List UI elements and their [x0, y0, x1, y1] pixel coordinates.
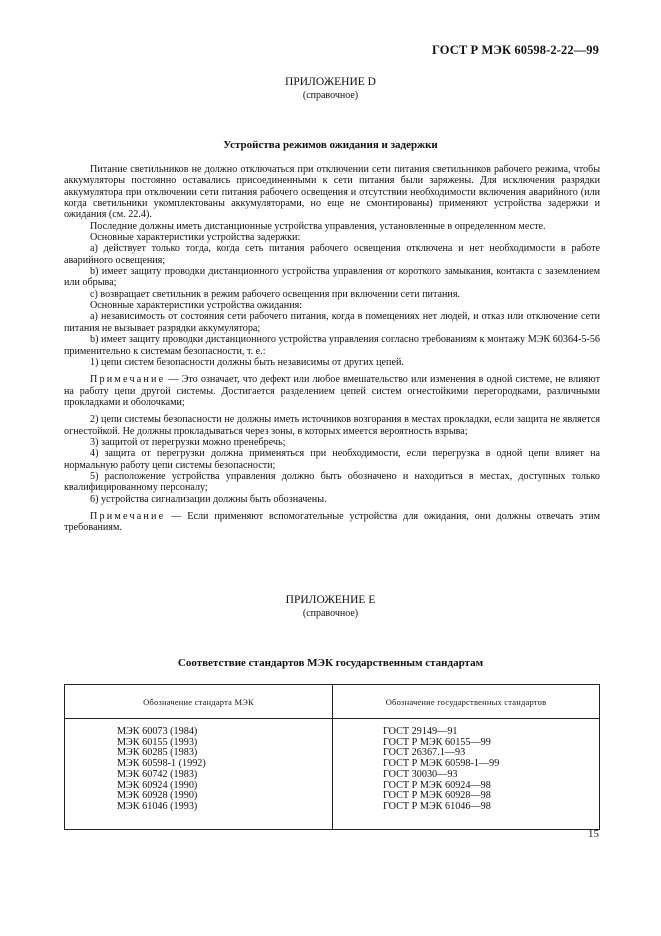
- gost-standard: ГОСТ 29149—91: [383, 726, 458, 737]
- iec-standards-cell: [65, 719, 333, 830]
- list-item: 1) цепи систем безопасности должны быть независимы от других цепей.: [90, 356, 404, 368]
- paragraph: Питание светильников не должно отключаться при отключении сети питания светильников рабочего режима, чтобы аккумуляторы постоянно оставались присоединенными к сети питания были заряжены. Для исключения разрядки аккумулятора при отключении сети питания рабочего освещения и отсутствии необходимости включения аварийного (или когда светильники укомплектованы аккумуляторами, но еще не смонтированы) применяют устройства задержки и ожидания (см. 22.4).: [64, 164, 600, 221]
- appendix-e-section-title: Соответствие стандартов МЭК государственным стандартам: [177, 657, 484, 669]
- appendix-d-title: ПРИЛОЖЕНИЕ D: [285, 76, 376, 88]
- list-item: 5) расположение устройства управления должно быть обозначено и находиться в местах, доступных только квалифицированному персоналу;: [64, 470, 600, 494]
- list-item: а) действует только тогда, когда сеть питания рабочего освещения отключена и нет необходимости в работе аварийного освещения;: [64, 243, 600, 266]
- gost-standard: ГОСТ 26367.1—93: [383, 747, 466, 759]
- iec-standard: МЭК 60155 (1993): [117, 736, 198, 748]
- iec-standard: МЭК 60073 (1984): [117, 726, 198, 737]
- column-header-iec: Обозначение стандарта МЭК: [65, 685, 333, 719]
- column-header-gost: Обозначение государственных стандартов: [333, 685, 600, 719]
- note-2-text: — Если применяют вспомогательные устройства для ожидания, они должны отвечать этим требованиям.: [64, 510, 600, 534]
- gost-standard: ГОСТ Р МЭК 60598-1—99: [383, 758, 500, 770]
- iec-standard: МЭК 60928 (1990): [117, 790, 198, 802]
- list-item: b) имеет защиту проводки дистанционного устройства управления согласно требованиям к монтажу МЭК 60364-5-56 применительно к системам безопасности, т. е.:: [64, 334, 600, 357]
- iec-standard: МЭК 61046 (1993): [117, 800, 198, 812]
- page-number: 15: [588, 828, 599, 840]
- paragraph: Основные характеристики устройства задержки:: [90, 232, 301, 244]
- list-item: c) возвращает светильник в режим рабочего освещения при включении сети питания.: [90, 288, 461, 300]
- table-row: [65, 719, 600, 830]
- gost-standard: ГОСТ Р МЭК 60155—99: [383, 736, 491, 748]
- list-item: а) независимость от состояния сети рабочего питания, когда в помещениях нет людей, и отказ или отключение сети питания не вызывает разрядки аккумулятора;: [64, 311, 600, 334]
- appendix-e-title: ПРИЛОЖЕНИЕ E: [285, 594, 376, 606]
- list-item: 3) защитой от перегрузки можно пренебречь;: [90, 436, 286, 448]
- gost-standard: ГОСТ Р МЭК 60928—98: [383, 790, 491, 802]
- appendix-e-subtitle: (справочное): [302, 608, 359, 619]
- appendix-d-subtitle: (справочное): [302, 90, 359, 101]
- note-2: [64, 511, 600, 534]
- standards-correspondence-table: [64, 684, 600, 830]
- gost-standards-cell: [333, 719, 600, 830]
- gost-standard: ГОСТ 30030—93: [383, 768, 458, 780]
- iec-standard: МЭК 60742 (1983): [117, 768, 198, 780]
- iec-standard: МЭК 60598-1 (1992): [117, 758, 206, 770]
- gost-standard: ГОСТ Р МЭК 61046—98: [383, 800, 491, 812]
- document-code-header: ГОСТ Р МЭК 60598-2-22—99: [432, 43, 599, 57]
- paragraph: Основные характеристики устройства ожидания:: [90, 300, 303, 312]
- note-2-label: Примечание: [90, 510, 166, 522]
- note-1-label: Примечание: [90, 374, 166, 386]
- iec-standard: МЭК 60924 (1990): [117, 779, 198, 791]
- note-1: [64, 374, 600, 408]
- note-1-text: — Это означает, что дефект или любое вмешательство или изменения в одной системе, не влияют на работу цепи другой системы. Достигается разделением цепей систем огнестойкими перегородками, различными прокладками и оболочками;: [64, 374, 600, 408]
- list-item: 2) цепи системы безопасности не должны иметь источников возгорания в местах прокладки, если защита не является огнестойкой. Не должны прокладываться через зоны, в которых имеется вероятность взрыва;: [64, 414, 600, 437]
- iec-standard: МЭК 60285 (1983): [117, 747, 198, 759]
- gost-standard: ГОСТ Р МЭК 60924—98: [383, 779, 491, 791]
- appendix-d-body: [64, 164, 600, 534]
- paragraph: Последние должны иметь дистанционные устройства управления, установленные в определенном месте.: [90, 220, 546, 232]
- list-item: 4) защита от перегрузки должна применяться при необходимости, если перегрузка в одной цепи влияет на нормальную работу цепи системы безопасности;: [64, 448, 600, 471]
- list-item: 6) устройства сигнализации должны быть обозначены.: [90, 493, 327, 505]
- list-item: b) имеет защиту проводки дистанционного устройства управления от короткого замыкания, контакта с заземлением или обрыва;: [64, 266, 600, 289]
- appendix-d-section-title: Устройства режимов ожидания и задержки: [223, 139, 438, 151]
- table-header-row: [65, 685, 600, 719]
